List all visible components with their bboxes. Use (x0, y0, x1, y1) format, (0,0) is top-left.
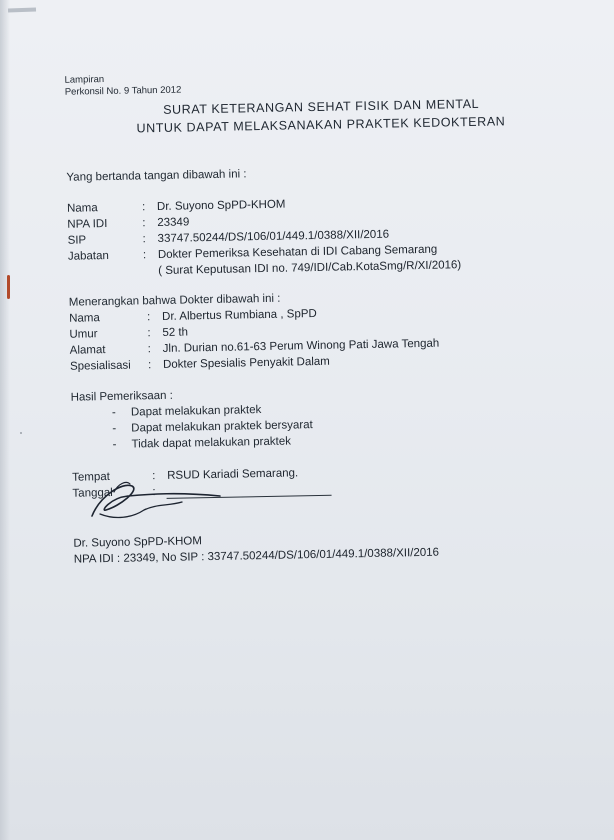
date-colon: : (152, 486, 156, 499)
signer-value-nama: Dr. Suyono SpPD-KHOM (156, 198, 286, 214)
signer-colon: : (142, 217, 146, 230)
header-lampiran: Lampiran (64, 74, 105, 86)
result-item-dapat: Dapat melakukan praktek (130, 404, 262, 419)
place-label: Tempat (72, 470, 111, 484)
footer-ids: NPA IDI : 23349, No SIP : 33747.50244/DS/106/01/449.1/0388/XII/2016 (73, 546, 440, 566)
signer-label-npa: NPA IDI (67, 217, 108, 231)
place-colon: : (152, 470, 156, 483)
doctor-value-spesialisasi: Dokter Spesialis Penyakit Dalam (162, 355, 330, 371)
result-item-bersyarat: Dapat melakukan praktek bersyarat (131, 419, 313, 435)
signer-colon: : (142, 249, 147, 262)
signer-label-sip: SIP (67, 234, 87, 247)
doctor-colon: : (147, 343, 152, 356)
footer-name: Dr. Suyono SpPD-KHOM (73, 535, 203, 550)
doctor-value-umur: 52 th (162, 326, 189, 339)
doctor-label-nama: Nama (69, 312, 100, 325)
doctor-label-spesialisasi: Spesialisasi (69, 359, 131, 373)
signer-label-jabatan: Jabatan (67, 249, 109, 263)
results-heading: Hasil Pemeriksaan : (70, 389, 174, 404)
doctor-value-nama: Dr. Albertus Rumbiana , SpPD (161, 307, 317, 323)
signer-colon: : (142, 233, 146, 246)
signer-jabatan-note: ( Surat Keputusan IDI no. 749/IDI/Cab.KotaSmg/R/XI/2016) (158, 259, 462, 278)
intro-text: Yang bertanda tangan dibawah ini : (66, 168, 247, 184)
result-bullet: - (111, 406, 116, 419)
doctor-value-alamat: Jln. Durian no.61-63 Perum Winong Pati Jawa Tengah (162, 337, 440, 355)
result-bullet: - (112, 438, 117, 451)
doctor-colon: : (147, 359, 152, 372)
signer-label-nama: Nama (66, 202, 98, 215)
place-value: RSUD Kariadi Semarang. (167, 467, 299, 482)
result-item-tidak: Tidak dapat melakukan praktek (131, 435, 292, 451)
signer-value-jabatan: Dokter Pemeriksa Kesehatan di IDI Cabang Semarang (157, 243, 438, 262)
signer-colon: : (141, 201, 146, 214)
header-perkonsil: Perkonsil No. 9 Tahun 2012 (64, 84, 182, 98)
doctor-label-umur: Umur (69, 328, 98, 341)
doctor-colon: : (147, 327, 151, 340)
handwritten-signature (70, 476, 240, 526)
signer-value-npa: 23349 (157, 216, 190, 230)
doctor-label-alamat: Alamat (69, 344, 106, 357)
title-line-2: UNTUK DAPAT MELAKSANAKAN PRAKTEK KEDOKTERAN (136, 114, 506, 136)
signer-value-sip: 33747.50244/DS/106/01/449.1/0388/XII/2016 (157, 228, 390, 246)
doctor-colon: : (147, 311, 151, 324)
statement-text: Menerangkan bahwa Dokter dibawah ini : (68, 292, 281, 309)
result-bullet: - (112, 422, 117, 435)
title-line-1: SURAT KETERANGAN SEHAT FISIK DAN MENTAL (163, 96, 480, 117)
date-label: Tanggal (72, 486, 113, 500)
